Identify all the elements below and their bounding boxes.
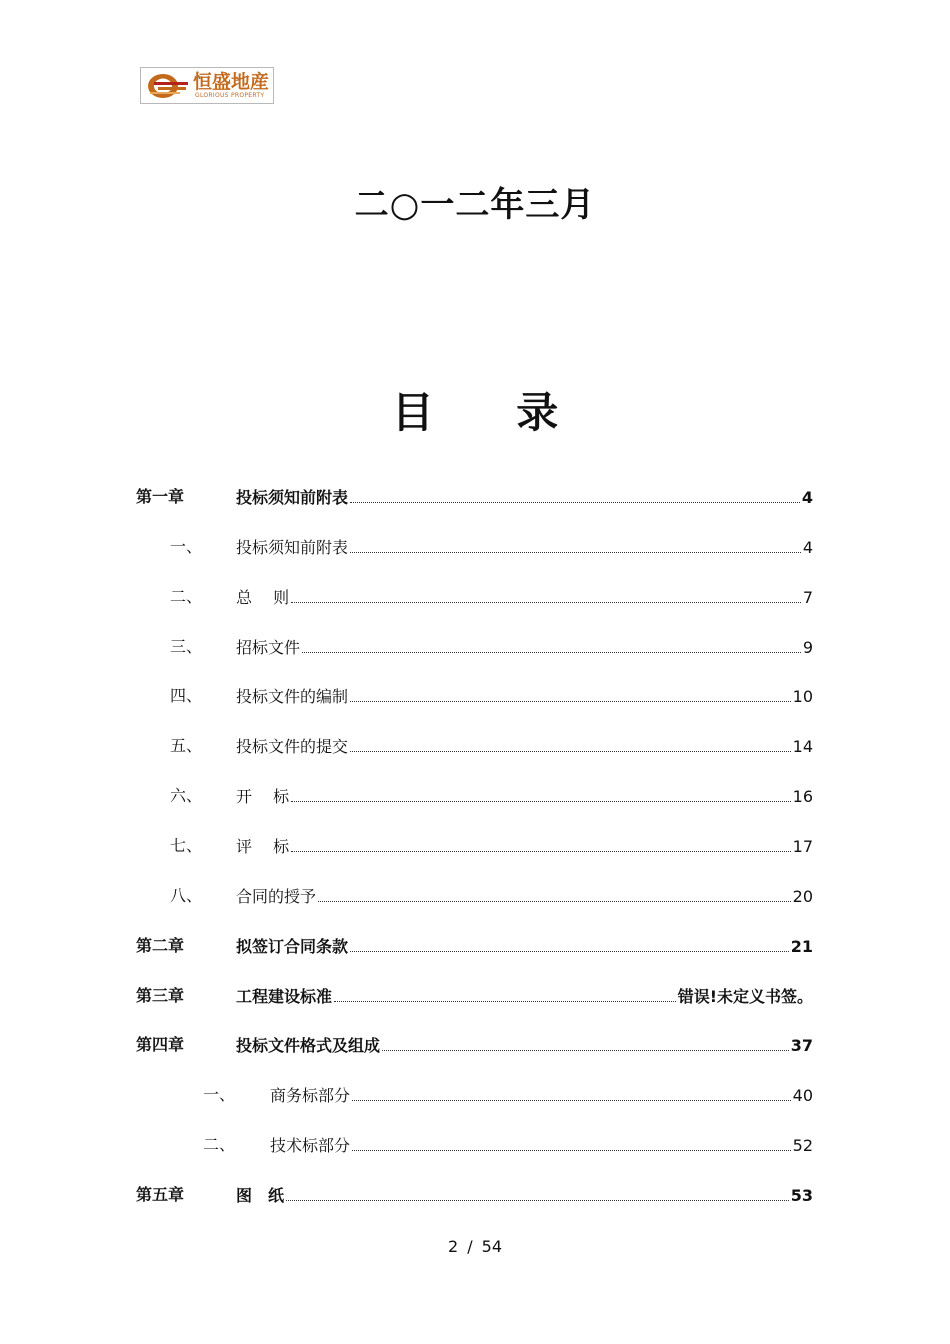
toc-entry-number: 一、 xyxy=(203,1085,236,1105)
toc-entry[interactable] xyxy=(0,1083,950,1107)
toc-entry-title: 工程建设标准 xyxy=(236,986,333,1006)
toc-entry-number: 二、 xyxy=(170,586,203,606)
toc-entry[interactable] xyxy=(0,1183,950,1207)
toc-entry[interactable] xyxy=(0,984,950,1008)
toc-dot-leader xyxy=(350,684,791,702)
toc-heading: 目 录 xyxy=(391,388,593,437)
toc-entry[interactable] xyxy=(0,834,950,858)
toc-entry-title: 投标文件格式及组成 xyxy=(236,1036,381,1056)
toc-entry[interactable] xyxy=(0,934,950,958)
toc-dot-leader xyxy=(350,734,791,752)
toc-entry-title: 合同的授予 xyxy=(236,886,317,906)
toc-dot-leader xyxy=(291,585,801,603)
toc-entry-number: 第一章 xyxy=(136,487,185,506)
toc-entry-page: 52 xyxy=(792,1136,813,1156)
toc-entry-page: 20 xyxy=(792,886,813,906)
toc-dot-leader xyxy=(291,834,791,852)
toc-entry-number: 六、 xyxy=(170,786,203,806)
toc-entry-title: 拟签订合同条款 xyxy=(236,936,349,956)
toc-entry-title: 投标须知前附表 xyxy=(236,537,349,557)
toc-entry[interactable] xyxy=(0,635,950,659)
toc-entry-number: 四、 xyxy=(170,686,203,706)
toc-entry[interactable] xyxy=(0,784,950,808)
toc-dot-leader xyxy=(352,1083,791,1101)
toc-entry-page: 16 xyxy=(792,787,813,807)
toc-entry-number: 三、 xyxy=(170,636,203,656)
toc-dot-leader xyxy=(382,1033,789,1051)
toc-entry[interactable] xyxy=(0,1133,950,1157)
toc-entry-number: 一、 xyxy=(170,536,203,556)
toc-entry-title: 商务标部分 xyxy=(270,1086,351,1106)
toc-dot-leader xyxy=(352,1133,791,1151)
toc-dot-leader xyxy=(318,884,791,902)
toc-dot-leader xyxy=(350,934,789,952)
toc-entry-page: 53 xyxy=(790,1185,813,1205)
toc-entry-title: 投标须知前附表 xyxy=(236,488,349,507)
logo-name-cn: 恒盛地産 xyxy=(193,71,270,93)
toc-entry-title: 技术标部分 xyxy=(270,1136,351,1156)
toc-entry[interactable] xyxy=(0,485,950,509)
toc-entry-page: 10 xyxy=(792,687,813,707)
toc-entry[interactable] xyxy=(0,585,950,609)
toc-entry-page: 7 xyxy=(802,587,813,607)
toc-entry-title: 投标文件的提交 xyxy=(236,737,349,757)
toc-dot-leader xyxy=(302,635,801,653)
toc-entry-title: 招标文件 xyxy=(236,637,301,657)
toc-entry-number: 二、 xyxy=(203,1135,236,1155)
toc-dot-leader xyxy=(334,984,676,1002)
toc-dot-leader xyxy=(291,784,791,802)
toc-entry-page: 37 xyxy=(790,1036,813,1056)
company-logo xyxy=(140,67,274,104)
toc-entry-page: 40 xyxy=(792,1086,813,1106)
toc-entry-title: 开 标 xyxy=(236,787,290,807)
logo-name-en: GLORIOUS PROPERTY xyxy=(195,92,265,99)
toc-entry-page: 21 xyxy=(790,936,813,956)
toc-entry-number: 七、 xyxy=(170,835,203,855)
toc-entry-page: 错误!未定义书签。 xyxy=(677,986,813,1006)
toc-entry[interactable] xyxy=(0,535,950,559)
toc-entry[interactable] xyxy=(0,684,950,708)
toc-entry-number: 第五章 xyxy=(136,1184,185,1204)
toc-entry-number: 第二章 xyxy=(136,935,185,955)
toc-entry-page: 4 xyxy=(801,488,813,507)
toc-dot-leader xyxy=(350,535,801,553)
toc-entry-title: 投标文件的编制 xyxy=(236,687,349,707)
document-date: 二○一二年三月 xyxy=(354,185,596,225)
toc-entry[interactable] xyxy=(0,734,950,758)
toc-entry-number: 八、 xyxy=(170,885,203,905)
toc-entry-title: 图 纸 xyxy=(236,1185,285,1205)
toc-entry-page: 9 xyxy=(802,637,813,657)
toc-dot-leader xyxy=(286,1183,789,1201)
toc-entry-number: 第三章 xyxy=(136,985,185,1005)
toc-entry-title: 评 标 xyxy=(236,836,290,856)
toc-entry-number: 五、 xyxy=(170,736,203,756)
toc-entry-page: 14 xyxy=(792,737,813,757)
toc-entry[interactable] xyxy=(0,1033,950,1057)
logo-mark-icon xyxy=(144,71,190,101)
toc-entry[interactable] xyxy=(0,884,950,908)
page-indicator: 2 / 54 xyxy=(447,1237,503,1256)
toc-entry-title: 总 则 xyxy=(236,587,290,607)
toc-dot-leader xyxy=(350,485,800,503)
toc-entry-page: 17 xyxy=(792,836,813,856)
toc-entry-page: 4 xyxy=(802,537,813,557)
toc-entry-number: 第四章 xyxy=(136,1035,185,1055)
